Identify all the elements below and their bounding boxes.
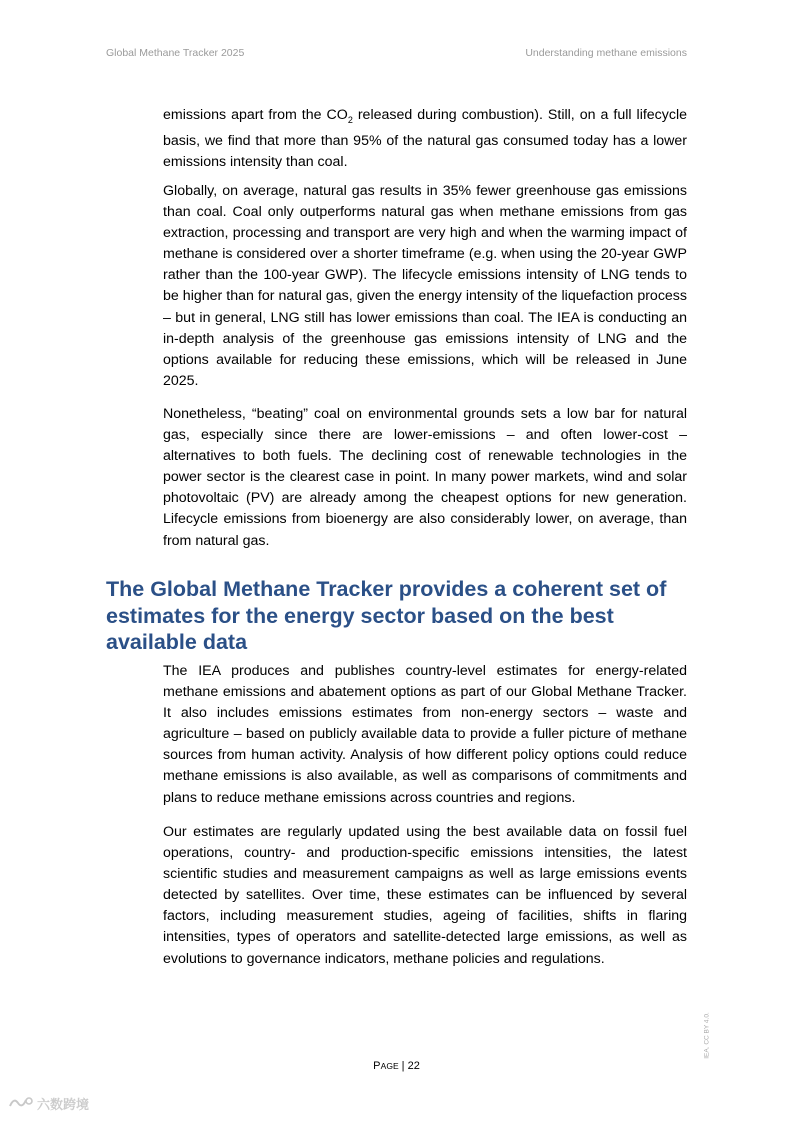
running-header-title: Global Methane Tracker 2025 — [106, 47, 245, 59]
page-number: 22 — [407, 1060, 420, 1072]
paragraph-coal-comparison — [163, 105, 687, 173]
license-note: IEA. CC BY 4.0. — [703, 1012, 711, 1059]
section-heading: The Global Methane Tracker provides a coherent set of estimates for the energy sector based on the best available data — [106, 577, 667, 654]
paragraph-iea-estimates: The IEA produces and publishes country-level estimates for energy-related methane emissions and abatement options as part of our Global Methane Tracker. It also includes emissions estimates from non-energy sectors – waste and agriculture – based on publicly available data to provide a fuller picture of methane sources from human activity. Analysis of how different policy options could reduce methane emissions is also available, as well as comparisons of commitments and plans to reduce methane emissions across countries and regions. — [163, 663, 687, 806]
page-footer — [0, 1060, 793, 1072]
paragraph-text: released during combustion). Still, on a full lifecycle basis, we find that more than 95% of the natural gas consumed today has a lower emissions intensity than coal. — [163, 107, 687, 171]
page-separator: | — [398, 1060, 408, 1072]
page-label-initial: P — [373, 1060, 381, 1072]
logo-mark-icon — [8, 1095, 34, 1112]
subscript: 2 — [347, 114, 353, 125]
paragraph-beating-coal: Nonetheless, “beating” coal on environmental grounds sets a low bar for natural gas, especially since there are lower-emissions – and often lower-cost – alternatives to both fuels. The declining cost of renewable technologies in the power sector is the clearest case in point. In many power markets, wind and solar photovoltaic (PV) are already among the cheapest options for new generation. Lifecycle emissions from bioenergy are also considerably lower, on average, than from natural gas. — [163, 406, 687, 549]
paragraph-text: emissions apart from the CO — [163, 107, 348, 123]
watermark — [8, 1094, 89, 1113]
watermark-text: 六数跨境 — [37, 1097, 90, 1112]
paragraph-global-average: Globally, on average, natural gas results in 35% fewer greenhouse gas emissions than coal. Coal only outperforms natural gas when methane emissions from gas extraction, processing and transport are very high and when the warming impact of methane is considered over a shorter timeframe (e.g. when using the 20-year GWP rather than the 100-year GWP). The lifecycle emissions intensity of LNG tends to be higher than for natural gas, given the energy intensity of the liquefaction process – but in general, LNG still has lower emissions than coal. The IEA is conducting an in-depth analysis of the greenhouse gas emissions intensity of LNG and the options available for reducing these emissions, which will be released in June 2025. — [163, 183, 687, 389]
paragraph-data-updates: Our estimates are regularly updated using the best available data on fossil fuel operations, country- and production-specific emissions intensities, the latest scientific studies and measurement campaigns as well as large emissions events detected by satellites. Over time, these estimates can be influenced by several factors, including measurement studies, ageing of facilities, shifts in flaring intensities, types of operators and satellite-detected large emissions, as well as evolutions to governance indicators, methane policies and regulations. — [163, 824, 687, 967]
page-label-rest: AGE — [380, 1061, 399, 1071]
running-header-section: Understanding methane emissions — [525, 47, 687, 59]
